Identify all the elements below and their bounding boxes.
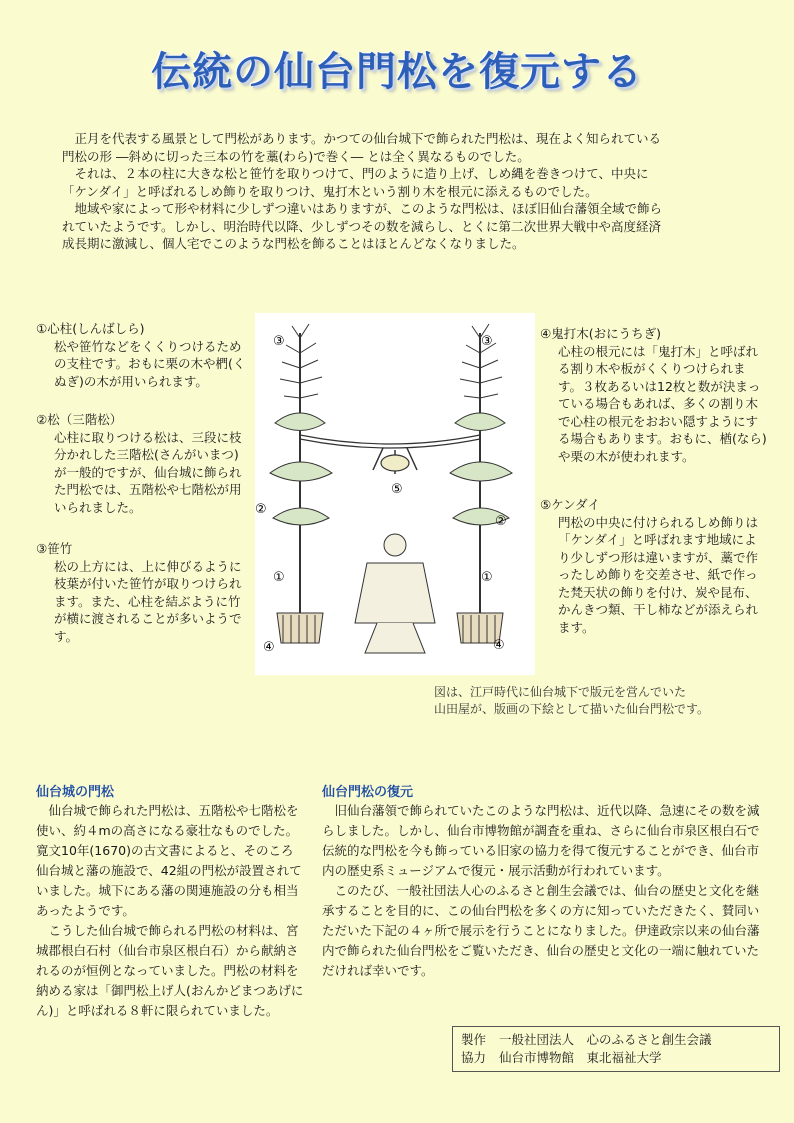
label-shinbashira-left: ① bbox=[273, 570, 285, 585]
credit-production bbox=[461, 1031, 771, 1049]
intro-line: 正月を代表する風景として門松があります。かつての仙台城下で飾られた門松は、現在よく知られている bbox=[74, 131, 662, 146]
item-body: 松や笹竹などをくくりつけるための支柱です。おもに栗の木や椚(くぬぎ)の木が用いられます。 bbox=[54, 338, 246, 389]
item-sasatake bbox=[36, 540, 248, 645]
item-kendai bbox=[540, 496, 768, 636]
label-sasatake-left: ③ bbox=[273, 334, 285, 349]
item-body: 心柱の根元には「鬼打木」と呼ばれる割り木や板がくくりつけられます。３枚あるいは12枚と数が決まっている場合もあれば、多くの割り木で心柱の根元をおおい隠すようにする場合もあります。おもに、楢(なら)や栗の木が使われます。 bbox=[558, 343, 767, 464]
credit-cooperation bbox=[461, 1049, 771, 1067]
credits-box bbox=[452, 1026, 780, 1072]
item-matsu bbox=[36, 411, 248, 516]
label-sasatake-right: ③ bbox=[481, 334, 493, 349]
section-paragraph: 旧仙台藩領で飾られていたこのような門松は、近代以降、急速にその数を減らしました。しかし、仙台市博物館が調査を重ね、さらに仙台市泉区根白石で伝統的な門松を今も飾っている旧家の協力を得て復元することができ、仙台市内の歴史系ミュージアムで復元・展示活動が行われています。 bbox=[322, 803, 760, 878]
intro-text bbox=[62, 130, 752, 253]
item-heading: ⑤ケンダイ bbox=[540, 497, 600, 512]
intro-line: 地域や家によって形や材料に少しずつ違いはありますが、このような門松は、ほぼ旧仙台藩領全域で飾ら bbox=[74, 201, 663, 216]
item-oniuchigi bbox=[540, 325, 768, 465]
credit-value: 一般社団法人 心のふるさと創生会議 bbox=[498, 1032, 712, 1047]
intro-line: それは、２本の柱に大きな松と笹竹を取りつけて、門のように造り上げ、しめ縄を巻きつけて、中央に bbox=[74, 166, 649, 181]
intro-line: 「ケンダイ」と呼ばれるしめ飾りを取りつけ、鬼打木という割り木を根元に添えるものでした。 bbox=[62, 183, 598, 199]
credit-label: 製作 bbox=[461, 1032, 487, 1047]
item-heading: ④鬼打木(おにうちぎ) bbox=[540, 326, 661, 341]
page-title: 伝統の仙台門松を復元する bbox=[151, 49, 643, 95]
credit-label: 協力 bbox=[461, 1050, 487, 1065]
caption-line: 図は、江戸時代に仙台城下で版元を営んでいた bbox=[434, 685, 687, 699]
section-paragraph: こうした仙台城で飾られる門松の材料は、宮城郡根白石村（仙台市泉区根白石）から献納されるのが恒例となっていました。門松の材料を納める家は「御門松上げ人(おんかどまつあげにん)」と呼ばれる８軒に限られていました。 bbox=[36, 923, 304, 1018]
label-matsu-right: ② bbox=[495, 514, 507, 529]
section-body-restoration bbox=[322, 801, 762, 981]
item-body: 松の上方には、上に伸びるように枝葉が付いた笹竹が取りつけられます。また、心柱を結ぶように竹が横に渡されることが多いようです。 bbox=[54, 558, 242, 644]
item-body: 心柱に取りつける松は、三段に枝分かれした三階松(さんがいまつ)が一般的ですが、仙台城に飾られた門松では、五階松や七階松が用いられました。 bbox=[54, 429, 242, 515]
label-matsu-left: ② bbox=[255, 502, 267, 517]
section-heading-restoration: 仙台門松の復元 bbox=[322, 785, 414, 800]
item-heading: ①心柱(しんばしら) bbox=[36, 321, 145, 336]
section-paragraph: 仙台城で飾られた門松は、五階松や七階松を使い、約４mの高さになる豪壮なものでした。寛文10年(1670)の古文書によると、そのころ仙台城と藩の施設で、42組の門松が設置されていました。城下にある藩の関連施設の分も相当あったようです。 bbox=[36, 803, 302, 918]
label-kendai: ⑤ bbox=[391, 482, 403, 497]
intro-line: れていたようです。しかし、明治時代以降、少しずつその数を減らし、とくに第二次世界大戦中や高度経済 bbox=[62, 218, 662, 234]
intro-line: 成長期に激減し、個人宅でこのような門松を飾ることはほとんどなくなりました。 bbox=[62, 236, 525, 251]
intro-line: 門松の形 ―斜めに切った三本の竹を藁(わら)で巻く― とは全く異なるものでした。 bbox=[62, 148, 530, 164]
label-shinbashira-right: ① bbox=[481, 570, 493, 585]
label-oniuchigi-right: ④ bbox=[493, 638, 505, 653]
illustration-caption bbox=[434, 684, 764, 718]
caption-line: 山田屋が、版画の下絵として描いた仙台門松です。 bbox=[434, 702, 710, 716]
credit-value: 仙台市博物館 東北福祉大学 bbox=[498, 1050, 662, 1065]
item-shinbashira bbox=[36, 320, 248, 390]
kadomatsu-illustration bbox=[255, 313, 535, 675]
item-body: 門松の中央に付けられるしめ飾りは「ケンダイ」と呼ばれます地域により少しずつ形は違いますが、藁で作ったしめ飾りを交差させ、紙で作った梵天状の飾りを付け、炭や昆布、かんきつ類、干し柿などが添えられます。 bbox=[558, 514, 759, 635]
section-heading-sendai-castle: 仙台城の門松 bbox=[36, 785, 115, 800]
item-heading: ③笹竹 bbox=[36, 541, 73, 556]
section-body-sendai-castle bbox=[36, 801, 304, 1021]
label-oniuchigi-left: ④ bbox=[263, 640, 275, 655]
section-paragraph: このたび、一般社団法人心のふるさと創生会議では、仙台の歴史と文化を継承することを目的に、この仙台門松を多くの方に知っていただきたく、賛同いただいた下記の４ヶ所で展示を行うことになりました。伊達政宗以来の仙台藩内で飾られた仙台門松をご覧いただき、仙台の歴史と文化の一端に触れていただければ幸いです。 bbox=[322, 883, 760, 978]
item-heading: ②松（三階松） bbox=[36, 412, 123, 427]
